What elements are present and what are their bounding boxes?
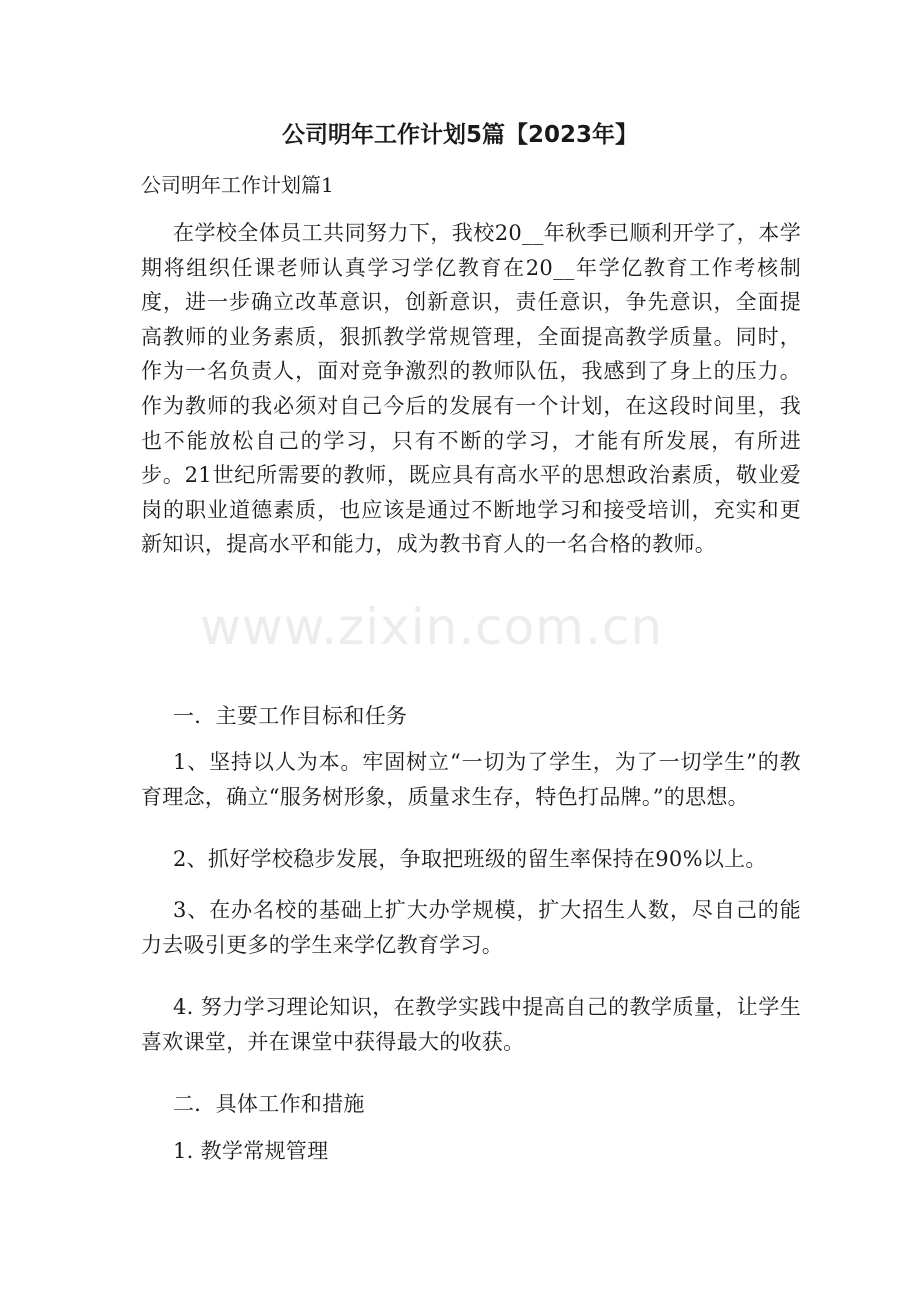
intro-paragraph: 在学校全体员工共同努力下，我校20__年秋季已顺利开学了，本学期将组织任课老师认真学习学亿教育在20__年学亿教育工作考核制度，进一步确立改革意识，创新意识，责任意识，争先意识，全面提高教师的业务素质，狠抓教学常规管理，全面提高教学质量。同时，作为一名负责人，面对竞争激烈的教师队伍，我感到了身上的压力。作为教师的我必须对自己今后的发展有一个计划，在这段时间里，我也不能放松自己的学习，只有不断的学习，才能有所发展，有所进步。21世纪所需要的教师，既应具有高水平的思想政治素质，敬业爱岗的职业道德素质，也应该是通过不断地学习和接受培训，充实和更新知识，提高水平和能力，成为教书育人的一名合格的教师。	[141, 221, 801, 557]
list-item-1: 1、坚持以人为本。牢固树立“一切为了学生，为了一切学生”的教育理念，确立“服务树形象，质量求生存，特色打品牌。”的思想。	[141, 750, 801, 809]
section-subtitle: 公司明年工作计划篇1	[141, 173, 334, 197]
list-item-3: 3、在办名校的基础上扩大办学规模，扩大招生人数，尽自己的能力去吸引更多的学生来学亿教育学习。	[141, 898, 801, 957]
subsection1-heading: 1. 教学常规管理	[173, 1139, 329, 1163]
watermark: www.zixin.com.cn	[200, 598, 664, 656]
section1-heading: 一．主要工作目标和任务	[173, 704, 408, 728]
document-title: 公司明年工作计划5篇【2023年】	[281, 122, 639, 148]
list-item-2: 2、抓好学校稳步发展，争取把班级的留生率保持在90%以上。	[173, 847, 767, 871]
section2-heading: 二．具体工作和措施	[173, 1092, 365, 1116]
list-item-4: 4. 努力学习理论知识，在教学实践中提高自己的教学质量，让学生喜欢课堂，并在课堂中获得最大的收获。	[141, 995, 801, 1054]
